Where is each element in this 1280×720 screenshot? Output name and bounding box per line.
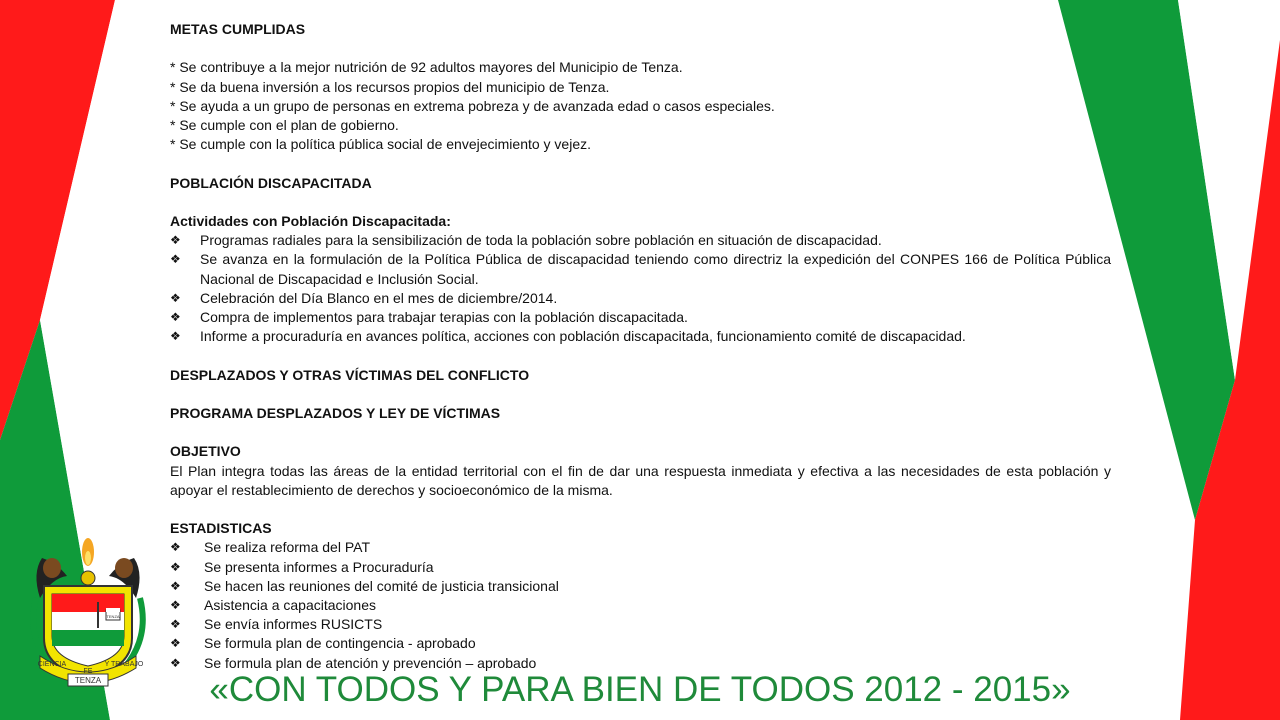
diamond-bullet-icon: ❖ <box>170 597 181 612</box>
diamond-bullet-icon: ❖ <box>170 636 181 651</box>
objetivo-heading: OBJETIVO <box>170 443 241 460</box>
diamond-bullet-icon: ❖ <box>170 559 181 574</box>
slide-body <box>170 20 1111 673</box>
metas-heading: METAS CUMPLIDAS <box>170 21 306 37</box>
discapacidad-bullet: ❖ Informe a procuraduría en avances política, acciones con población discapacitada, funcionamiento comité de discapacidad. <box>170 327 1111 346</box>
estadisticas-bullet: ❖ Se formula plan de contingencia - aprobado <box>170 634 1111 653</box>
diamond-bullet-icon: ❖ <box>170 290 181 305</box>
estadisticas-bullet: ❖ Se presenta informes a Procuraduría <box>170 558 1111 577</box>
diamond-bullet-icon: ❖ <box>170 617 181 632</box>
seal-town-label: TENZA <box>74 676 102 685</box>
diamond-bullet-icon: ❖ <box>170 329 181 344</box>
estadisticas-bullet: ❖ Se formula plan de atención y prevención – aprobado <box>170 654 1111 673</box>
objetivo-text: El Plan integra todas las áreas de la entidad territorial con el fin de dar una respuesta inmediata y efectiva a las necesidades de esta población y apoyar el restablecimiento de derechos y socioeconómico de la misma. <box>170 462 1111 498</box>
desplazados-heading: DESPLAZADOS Y OTRAS VÍCTIMAS DEL CONFLICTO <box>170 366 530 383</box>
seal-motto-left: CIENCIA <box>37 661 67 668</box>
metas-item: * Se cumple con el plan de gobierno. <box>170 117 399 133</box>
diamond-bullet-icon: ❖ <box>170 655 181 670</box>
seal-badge-label: TENZA <box>106 614 120 619</box>
discapacidad-bullet: ❖ Se avanza en la formulación de la Política Pública de discapacidad teniendo como directriz la expedición del CONPES 166 de Política Pública Nacional de Discapacidad e Inclusión Social. <box>170 251 1111 287</box>
diamond-bullet-icon: ❖ <box>170 310 181 324</box>
discapacidad-bullet: ❖ Celebración del Día Blanco en el mes de diciembre/2014. <box>170 289 1111 308</box>
estadisticas-bullet: ❖ Se envía informes RUSICTS <box>170 615 1111 634</box>
diamond-bullet-icon: ❖ <box>170 233 181 248</box>
discapacidad-heading: POBLACIÓN DISCAPACITADA <box>170 174 372 191</box>
estadisticas-bullet: ❖ Se hacen las reuniones del comité de justicia transicional <box>170 577 1111 596</box>
metas-item: * Se ayuda a un grupo de personas en extrema pobreza y de avanzada edad o casos especiales. <box>170 97 775 114</box>
footer-slogan: «CON TODOS Y PARA BIEN DE TODOS 2012 - 2015» <box>209 670 1071 709</box>
estadisticas-heading: ESTADISTICAS <box>170 520 272 537</box>
seal-motto-mid: FE <box>83 668 93 675</box>
discapacidad-bullet: ❖ Programas radiales para la sensibilización de toda la población sobre población en situación de discapacidad. <box>170 231 1111 250</box>
tenza-coat-of-arms <box>22 528 154 688</box>
estadisticas-bullet: ❖ Se realiza reforma del PAT <box>170 538 1111 557</box>
programa-heading: PROGRAMA DESPLAZADOS Y LEY DE VÍCTIMAS <box>170 404 501 421</box>
metas-item: * Se contribuye a la mejor nutrición de 92 adultos mayores del Municipio de Tenza. <box>170 59 683 76</box>
discapacidad-bullet: ❖ Compra de implementos para trabajar terapias con la población discapacitada. <box>170 308 1111 327</box>
diamond-bullet-icon: ❖ <box>170 252 181 267</box>
diamond-bullet-icon: ❖ <box>170 578 181 593</box>
metas-item: * Se cumple con la política pública social de envejecimiento y vejez. <box>170 136 592 153</box>
metas-item: * Se da buena inversión a los recursos propios del municipio de Tenza. <box>170 78 610 95</box>
diamond-bullet-icon: ❖ <box>170 540 181 555</box>
discapacidad-subheading: Actividades con Población Discapacitada: <box>170 212 451 229</box>
estadisticas-bullet: ❖ Asistencia a capacitaciones <box>170 596 1111 615</box>
seal-motto-right: Y TRABAJO <box>104 661 144 668</box>
